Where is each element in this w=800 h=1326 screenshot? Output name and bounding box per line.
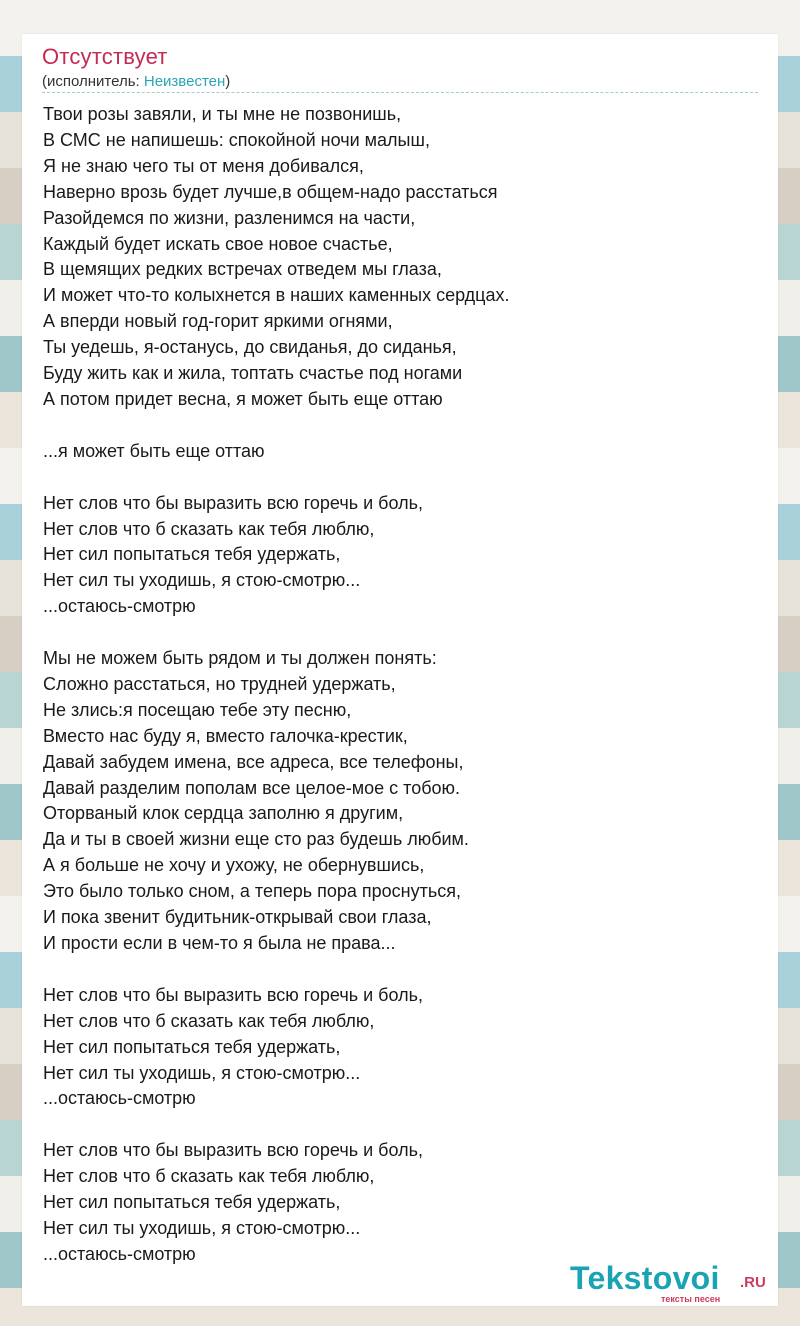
- performer-link[interactable]: Неизвестен: [143, 73, 226, 90]
- performer-line: [42, 73, 230, 90]
- song-title: Отсутствует: [42, 44, 168, 69]
- performer-suffix: ): [225, 73, 231, 90]
- site-logo[interactable]: [570, 1260, 780, 1304]
- lyrics-text: Твои розы завяли, и ты мне не позвонишь, В СМС не напишешь: спокойной ночи малыш, Я не знаю чего ты от меня добивался, Наверно врозь будет лучше,в общем-надо расстаться Разойдемся по жизни, разленимся на части, Каждый будет искать свое новое счастье, В щемящих редких встречах отведем мы глаза, И может что-то колыхнется в наших каменных сердцах. А вперди новый год-горит яркими огнями, Ты уедешь, я-останусь, до свиданья, до сиданья, Буду жить как и жила, топтать счастье под ногами А потом придет весна, я может быть еще оттаю ...я может быть еще оттаю Нет слов что бы выразить всю горечь и боль, Нет слов что б сказать как тебя люблю, Нет сил попытаться тебя удержать, Нет сил ты уходишь, я стою-смотрю... ...остаюсь-смотрю Мы не можем быть рядом и ты должен понять: Сложно расстаться, но трудней удержать, Не злись:я посещаю тебе эту песню, Вместо нас буду я, вместо галочка-крестик, Давай забудем имена, все адреса, все телефоны, Давай разделим пополам все целое-мое с тобою. Оторваный клок сердца заполню я другим, Да и ты в своей жизни еще сто раз будешь любим. А я больше не хочу и ухожу, не обернувшись, Это было только сном, а теперь пора проснуться, И пока звенит будитьник-открывай свои глаза, И прости если в чем-то я была не права... Нет слов что бы выразить всю горечь и боль, Нет слов что б сказать как тебя люблю, Нет сил попытаться тебя удержать, Нет сил ты уходишь, я стою-смотрю... ...остаюсь-смотрю Нет слов что бы выразить всю горечь и боль, Нет слов что б сказать как тебя люблю, Нет сил попытаться тебя удержать, Нет сил ты уходишь, я стою-смотрю... ...остаюсь-смотрю: [43, 104, 510, 1264]
- performer-prefix: (исполнитель:: [42, 73, 144, 90]
- lyrics-card: [22, 34, 778, 1306]
- logo-main-text: Tekstovoi: [570, 1260, 720, 1296]
- logo-ru-text: .RU: [740, 1274, 766, 1291]
- header-divider: [42, 92, 758, 93]
- logo-subtitle: тексты песен: [661, 1294, 721, 1304]
